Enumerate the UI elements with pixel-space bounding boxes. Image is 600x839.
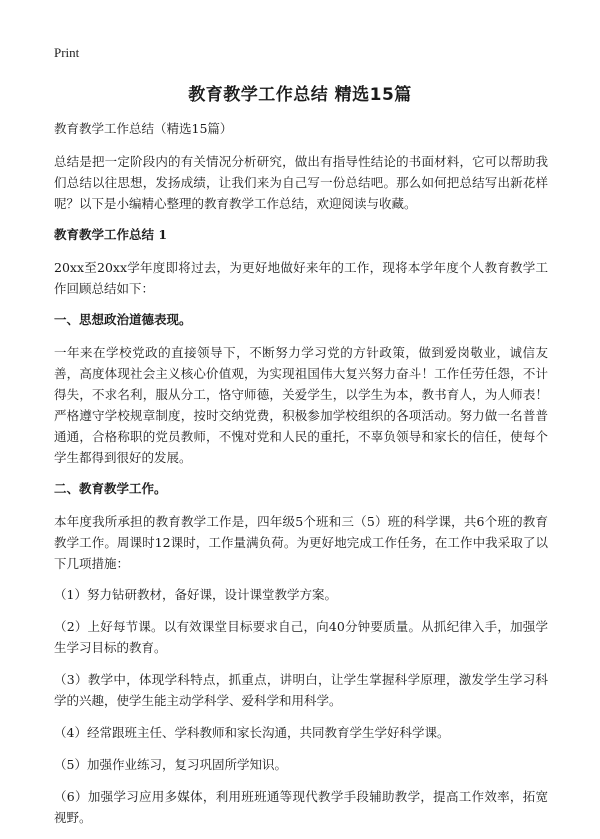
part2-paragraph: 本年度我所承担的教育教学工作是，四年级5个班和三（5）班的科学课，共6个班的教育教学工作。周课时12课时，工作量满负荷。为更好地完成工作任务，在工作中我采取了以下几项措施： xyxy=(54,514,548,571)
list-item: （1）努力钻研教材，备好课，设计课堂教学方案。 xyxy=(54,587,337,602)
list-item: （3）教学中，体现学科特点，抓重点，讲明白，让学生掌握科学原理，激发学生学习科学的兴趣，使学生能主动学科学、爱科学和用科学。 xyxy=(54,672,548,708)
measures-list xyxy=(54,584,548,828)
section-heading: 教育教学工作总结 1 xyxy=(54,227,168,242)
list-item: （6）加强学习应用多媒体，利用班班通等现代教学手段辅助教学，提高工作效率，拓宽视野。 xyxy=(54,789,548,825)
document-body xyxy=(54,118,548,839)
list-item: （5）加强作业练习，复习巩固所学知识。 xyxy=(54,757,287,772)
section-intro-paragraph: 20xx至20xx学年度即将过去，为更好地做好来年的工作，现将本学年度个人教育教学工作回顾总结如下： xyxy=(54,260,548,296)
page-title: 教育教学工作总结 精选15篇 xyxy=(188,85,412,105)
part1-paragraph: 一年来在学校党政的直接领导下，不断努力学习党的方针政策，做到爱岗敬业，诚信友善，高度体现社会主义核心价值观，为实现祖国伟大复兴努力奋斗！工作任劳任怨，不计得失，不求名利，服从分工，恪守师德，关爱学生，以学生为本，教书育人，为人师表！严格遵守学校规章制度，按时交纳党费，积极参加学校组织的各项活动。努力做一名普普通通，合格称职的党员教师，不愧对党和人民的重托，不辜负领导和家长的信任，使每个学生都得到很好的发展。 xyxy=(54,345,548,465)
part2-heading: 二、教育教学工作。 xyxy=(54,481,167,496)
list-item: （2）上好每节课。以有效课堂目标要求自己，向40分钟要质量。从抓纪律入手，加强学生学习目标的教育。 xyxy=(54,619,548,655)
part1-heading: 一、思想政治道德表现。 xyxy=(54,312,192,327)
document-subtitle: 教育教学工作总结（精选15篇） xyxy=(54,121,233,136)
list-item: （4）经常跟班主任、学科教师和家长沟通，共同教育学生学好科学课。 xyxy=(54,725,450,740)
intro-paragraph: 总结是把一定阶段内的有关情况分析研究，做出有指导性结论的书面材料，它可以帮助我们总结以往思想，发扬成绩，让我们来为自己写一份总结吧。那么如何把总结写出新花样呢？以下是小编精心整理的教育教学工作总结，欢迎阅读与收藏。 xyxy=(54,154,548,211)
print-link[interactable]: Print xyxy=(54,45,80,60)
